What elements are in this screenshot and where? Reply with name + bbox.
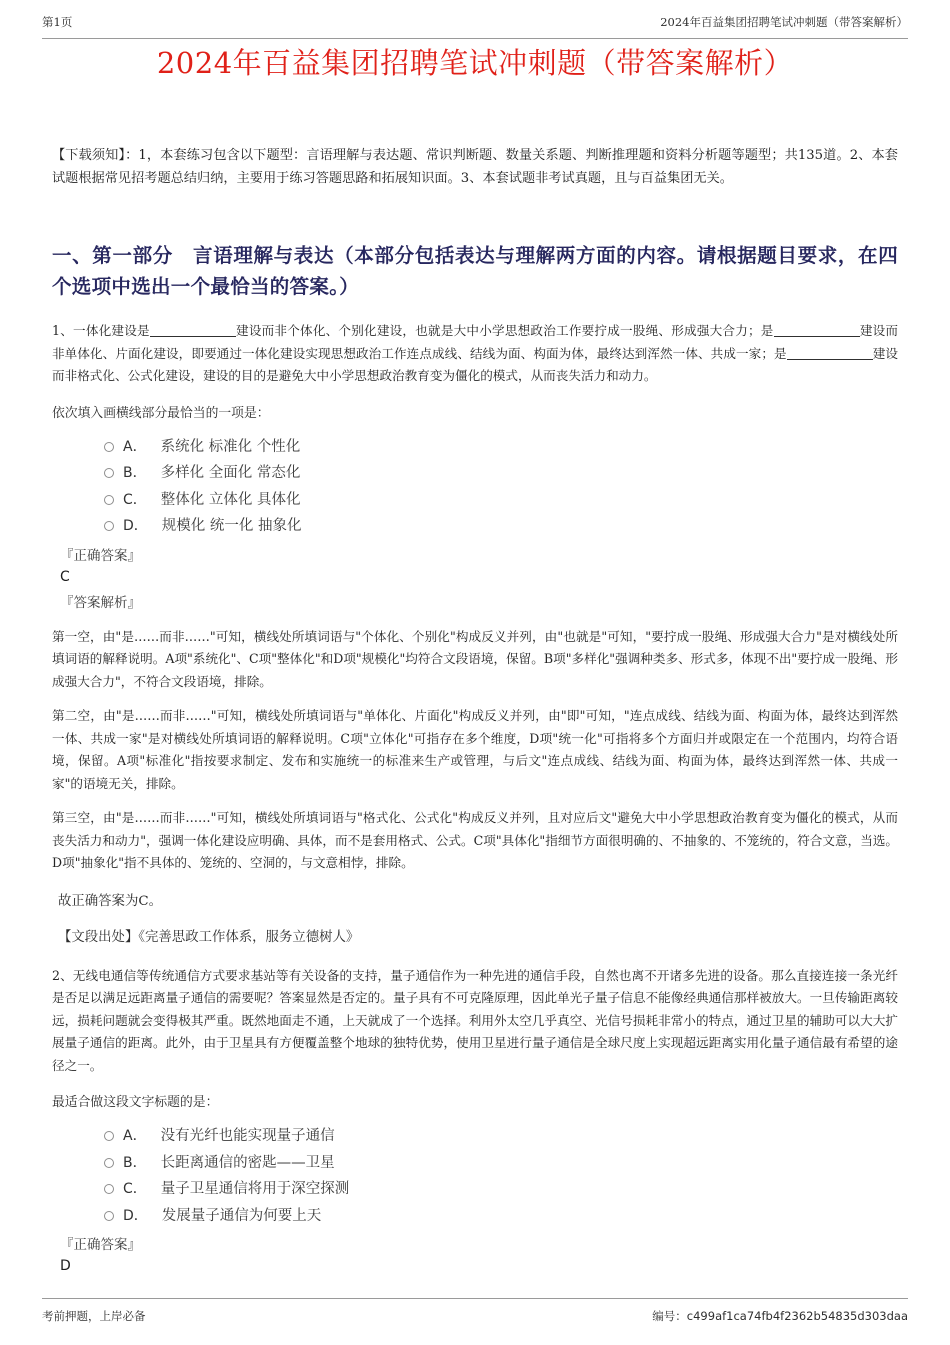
- option-letter: B．: [123, 1154, 147, 1171]
- fill-blank: [774, 336, 860, 337]
- correct-answer-label: 『正确答案』: [60, 1237, 141, 1253]
- document-code: [652, 1308, 908, 1324]
- option-text: 系统化 标准化 个性化: [160, 438, 301, 455]
- download-notice: 【下载须知】：1，本套练习包含以下题型：言语理解与表达题、常识判断题、数量关系题、判断推理题和资料分析题等题型；共135道。2、本套试题根据常见招考题总结归纳，主要用于练习答题思路和拓展知识面。3、本套试题非考试真题，且与百益集团无关。: [52, 148, 898, 186]
- correct-answer-value: D: [60, 1258, 71, 1274]
- analysis-paragraph: 第一空，由"是……而非……"可知，横线处所填词语与"个体化、个别化"构成反义并列，由"也就是"可知，"要拧成一股绳、形成强大合力"是对横线处所填词语的解释说明。A项"系统化"、C项"整体化"和D项"规模化"均符合文段语境，保留。B项"多样化"强调种类多、形式多，体现不出"要拧成一股绳、形成强大合力"，不符合文段语境，排除。: [52, 628, 898, 689]
- fill-blank: [787, 359, 873, 360]
- option-text: 没有光纤也能实现量子通信: [160, 1128, 335, 1144]
- option-text: 多样化 全面化 常态化: [160, 465, 301, 481]
- option-text: 量子卫星通信将用于深空探测: [160, 1181, 350, 1197]
- option-item[interactable]: [52, 1203, 898, 1230]
- option-item[interactable]: [52, 1123, 898, 1150]
- radio-button-icon[interactable]: [104, 1211, 114, 1221]
- question-prompt: 依次填入画横线部分最恰当的一项是：: [52, 405, 270, 421]
- analysis-paragraph: 第二空，由"是……而非……"可知，横线处所填词语与"单体化、片面化"构成反义并列，由"即"可知，"连点成线、结线为面、构面为体，最终达到浑然一体、共成一家"是对横线处所填词语的解释说明。C项"立体化"可指存在多个维度，D项"统一化"可指将多个方面归并或限定在一个范围内，均符合语境，保留。A项"标准化"指按要求制定、发布和实施统一的标准来生产或管理，与后文"连点成线、结线为面、构面为体，最终达到浑然一体、共成一家"的语境无关，排除。: [52, 708, 898, 791]
- correct-answer-value: C: [60, 568, 70, 585]
- option-letter: B．: [123, 465, 147, 481]
- option-letter: C．: [123, 1181, 147, 1197]
- option-item[interactable]: [52, 1150, 898, 1177]
- fill-blank: [150, 336, 236, 337]
- radio-button-icon[interactable]: [104, 1184, 114, 1194]
- answer-analysis-label: 『答案解析』: [60, 594, 141, 611]
- option-text: 规模化 统一化 抽象化: [161, 518, 302, 534]
- radio-button-icon[interactable]: [104, 521, 114, 531]
- question-block: [52, 965, 898, 1277]
- radio-button-icon[interactable]: [104, 1131, 114, 1141]
- question-stem: 2、无线电通信等传统通信方式要求基站等有关设备的支持，量子通信作为一种先进的通信手段，自然也离不开诸多先进的设备。那么直接连接一条光纤是否足以满足远距离量子通信的需要呢？答案显然是否定的。量子具有不可克隆原理，因此单光子量子信息不能像经典通信那样被放大。一旦传输距离较远，损耗问题就会变得极其严重。既然地面走不通，上天就成了一个选择。利用外太空几乎真空、光信号损耗非常小的特点，通过卫星的辅助可以大大扩展量子通信的距离。此外，由于卫星具有方便覆盖整个地球的独特优势，使用卫星进行量子通信是全球尺度上实现超远距离实用化量子通信最有希望的途径之一。: [52, 967, 898, 1073]
- radio-button-icon[interactable]: [104, 468, 114, 478]
- option-text: 整体化 立体化 具体化: [160, 491, 301, 508]
- page-title: 2024年百益集团招聘笔试冲刺题（带答案解析）: [156, 46, 794, 80]
- question-stem-part: 建设而非单体化、片面化建设，即要通过一体化建设实现思想政治工作连点成线、结线为面、构面为体，最终达到浑然一体、共成一家；是: [52, 323, 899, 361]
- option-item[interactable]: [52, 1176, 898, 1203]
- option-letter: A．: [123, 1128, 147, 1144]
- option-letter: D．: [123, 1207, 148, 1224]
- option-item[interactable]: [52, 434, 898, 461]
- document-code-label: 编号：: [652, 1309, 687, 1323]
- radio-button-icon[interactable]: [104, 495, 114, 505]
- question-block: [52, 320, 898, 949]
- option-text: 发展量子通信为何要上天: [161, 1207, 322, 1224]
- option-text: 长距离通信的密匙——卫星: [160, 1154, 335, 1171]
- passage-source: 【文段出处】《完善思政工作体系，服务立德树人》: [58, 929, 360, 945]
- option-letter: A．: [123, 438, 147, 455]
- options-list: [52, 1123, 898, 1229]
- running-footer: [42, 1298, 908, 1329]
- question-stem: [52, 320, 898, 388]
- option-item[interactable]: [52, 487, 898, 514]
- correct-answer-label: 『正确答案』: [60, 547, 141, 564]
- footer-slogan: 考前押题，上岸必备: [42, 1309, 146, 1323]
- document-code-value: c499af1ca74fb4f2362b54835d303daa: [686, 1309, 908, 1323]
- options-list: [52, 434, 898, 540]
- radio-button-icon[interactable]: [104, 1158, 114, 1168]
- analysis-paragraph: 第三空，由"是……而非……"可知，横线处所填词语与"格式化、公式化"构成反义并列，且对应后文"避免大中小学思想政治教育变为僵化的模式，从而丧失活力和动力"，强调一体化建设应明确、具体，而不是套用格式、公式。C项"具体化"指细节方面很明确的、不抽象的、不笼统的，符合文意，当选。D项"抽象化"指不具体的、笼统的、空洞的，与文意相悖，排除。: [52, 810, 898, 870]
- question-prompt: 最适合做这段文字标题的是：: [52, 1095, 219, 1110]
- option-letter: D．: [123, 518, 148, 534]
- question-stem-part: 1、一体化建设是: [52, 323, 150, 338]
- page-number-label: 第1页: [42, 15, 73, 29]
- radio-button-icon[interactable]: [104, 442, 114, 452]
- document-body: [52, 144, 898, 1282]
- analysis-conclusion: 故正确答案为C。: [58, 893, 162, 909]
- option-letter: C．: [123, 491, 147, 508]
- question-stem-part: 建设而非个体化、个别化建设，也就是大中小学思想政治工作要拧成一股绳、形成强大合力；是: [235, 323, 774, 338]
- running-header: [42, 14, 908, 39]
- option-item[interactable]: [52, 460, 898, 487]
- question-stem-part: 建设而非格式化、公式化建设，建设的目的是避免大中小学思想政治教育变为僵化的模式，从而丧失活力和动力。: [52, 345, 899, 383]
- running-header-title: 2024年百益集团招聘笔试冲刺题（带答案解析）: [660, 15, 908, 29]
- section-heading: 一、第一部分 言语理解与表达（本部分包括表达与理解两方面的内容。请根据题目要求，在四个选项中选出一个最恰当的答案。）: [52, 244, 898, 298]
- option-item[interactable]: [52, 513, 898, 540]
